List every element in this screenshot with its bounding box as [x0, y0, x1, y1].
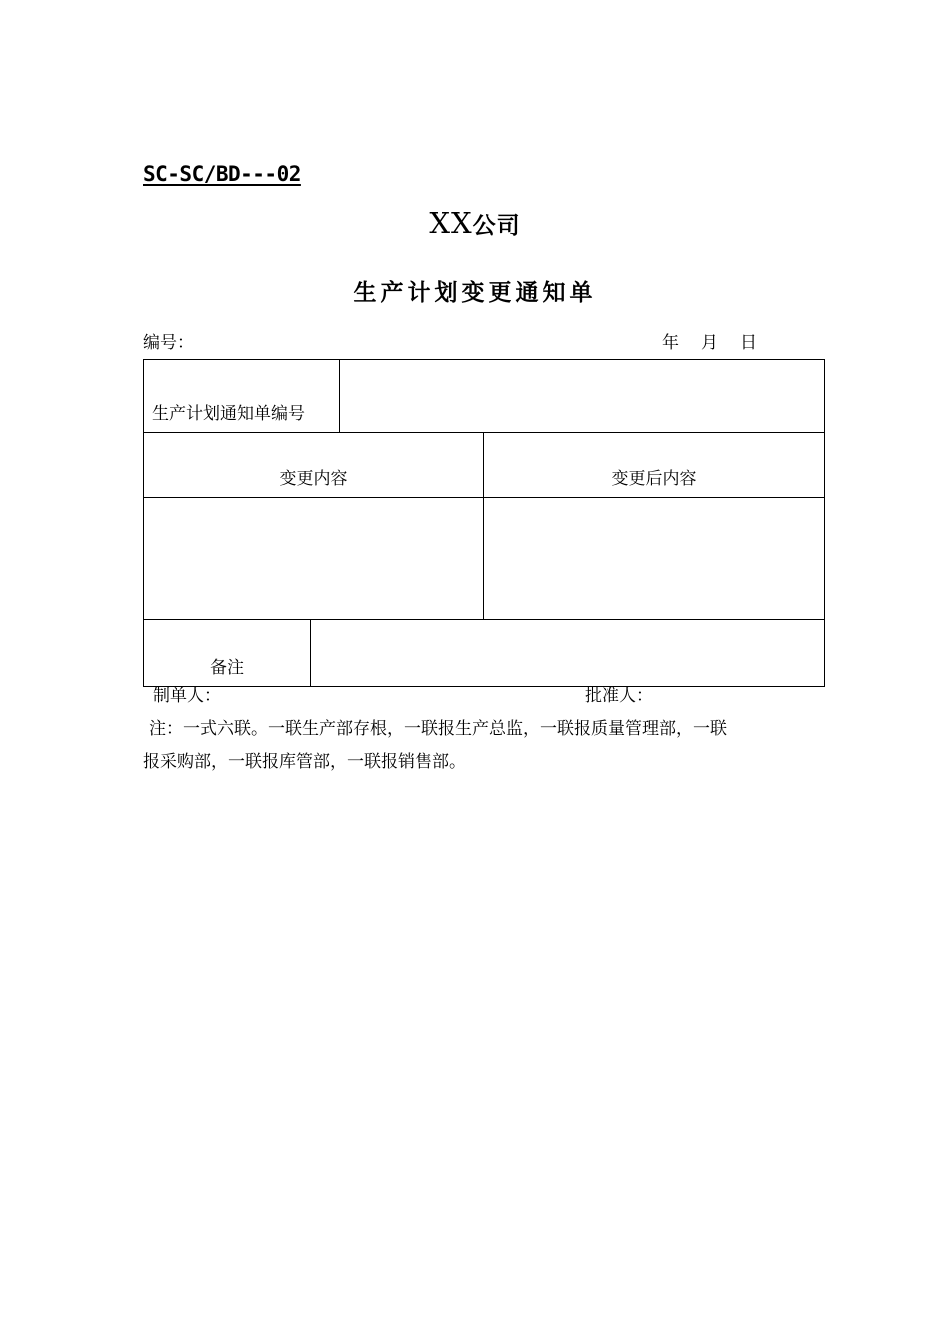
date-month-label: 月 — [701, 333, 718, 353]
footnote — [143, 713, 813, 779]
change-body-row — [144, 498, 825, 620]
meta-line — [143, 328, 823, 352]
change-notice-table — [143, 359, 825, 687]
date-day-label: 日 — [740, 333, 757, 353]
plan-number-row — [144, 360, 825, 433]
after-change-header: 变更后内容 — [484, 433, 825, 498]
plan-number-label: 生产计划通知单编号 — [144, 360, 340, 433]
footnote-line-2: 报采购部，一联报库管部，一联报销售部。 — [143, 752, 466, 772]
change-content-field[interactable] — [144, 498, 484, 620]
form-title: 生产计划变更通知单 — [353, 280, 597, 306]
maker-label: 制单人： — [153, 686, 221, 706]
footnote-line-1: 注：一式六联。一联生产部存根，一联报生产总监，一联报质量管理部，一联 — [149, 719, 727, 739]
company-name — [0, 206, 950, 240]
remark-row — [144, 620, 825, 687]
company-name-latin: XX — [429, 206, 473, 240]
approver-label: 批准人： — [585, 686, 653, 706]
company-name-cn: 公司 — [472, 213, 521, 239]
signature-line — [153, 681, 823, 705]
date-field — [662, 328, 757, 353]
remark-field[interactable] — [311, 620, 825, 687]
change-header-row — [144, 433, 825, 498]
date-year-label: 年 — [662, 333, 679, 353]
document-code: SC-SC/BD---02 — [143, 162, 301, 186]
change-content-header: 变更内容 — [144, 433, 484, 498]
remark-label: 备注 — [144, 620, 311, 687]
after-change-field[interactable] — [484, 498, 825, 620]
serial-number-label: 编号： — [143, 333, 194, 353]
plan-number-field[interactable] — [340, 360, 825, 433]
